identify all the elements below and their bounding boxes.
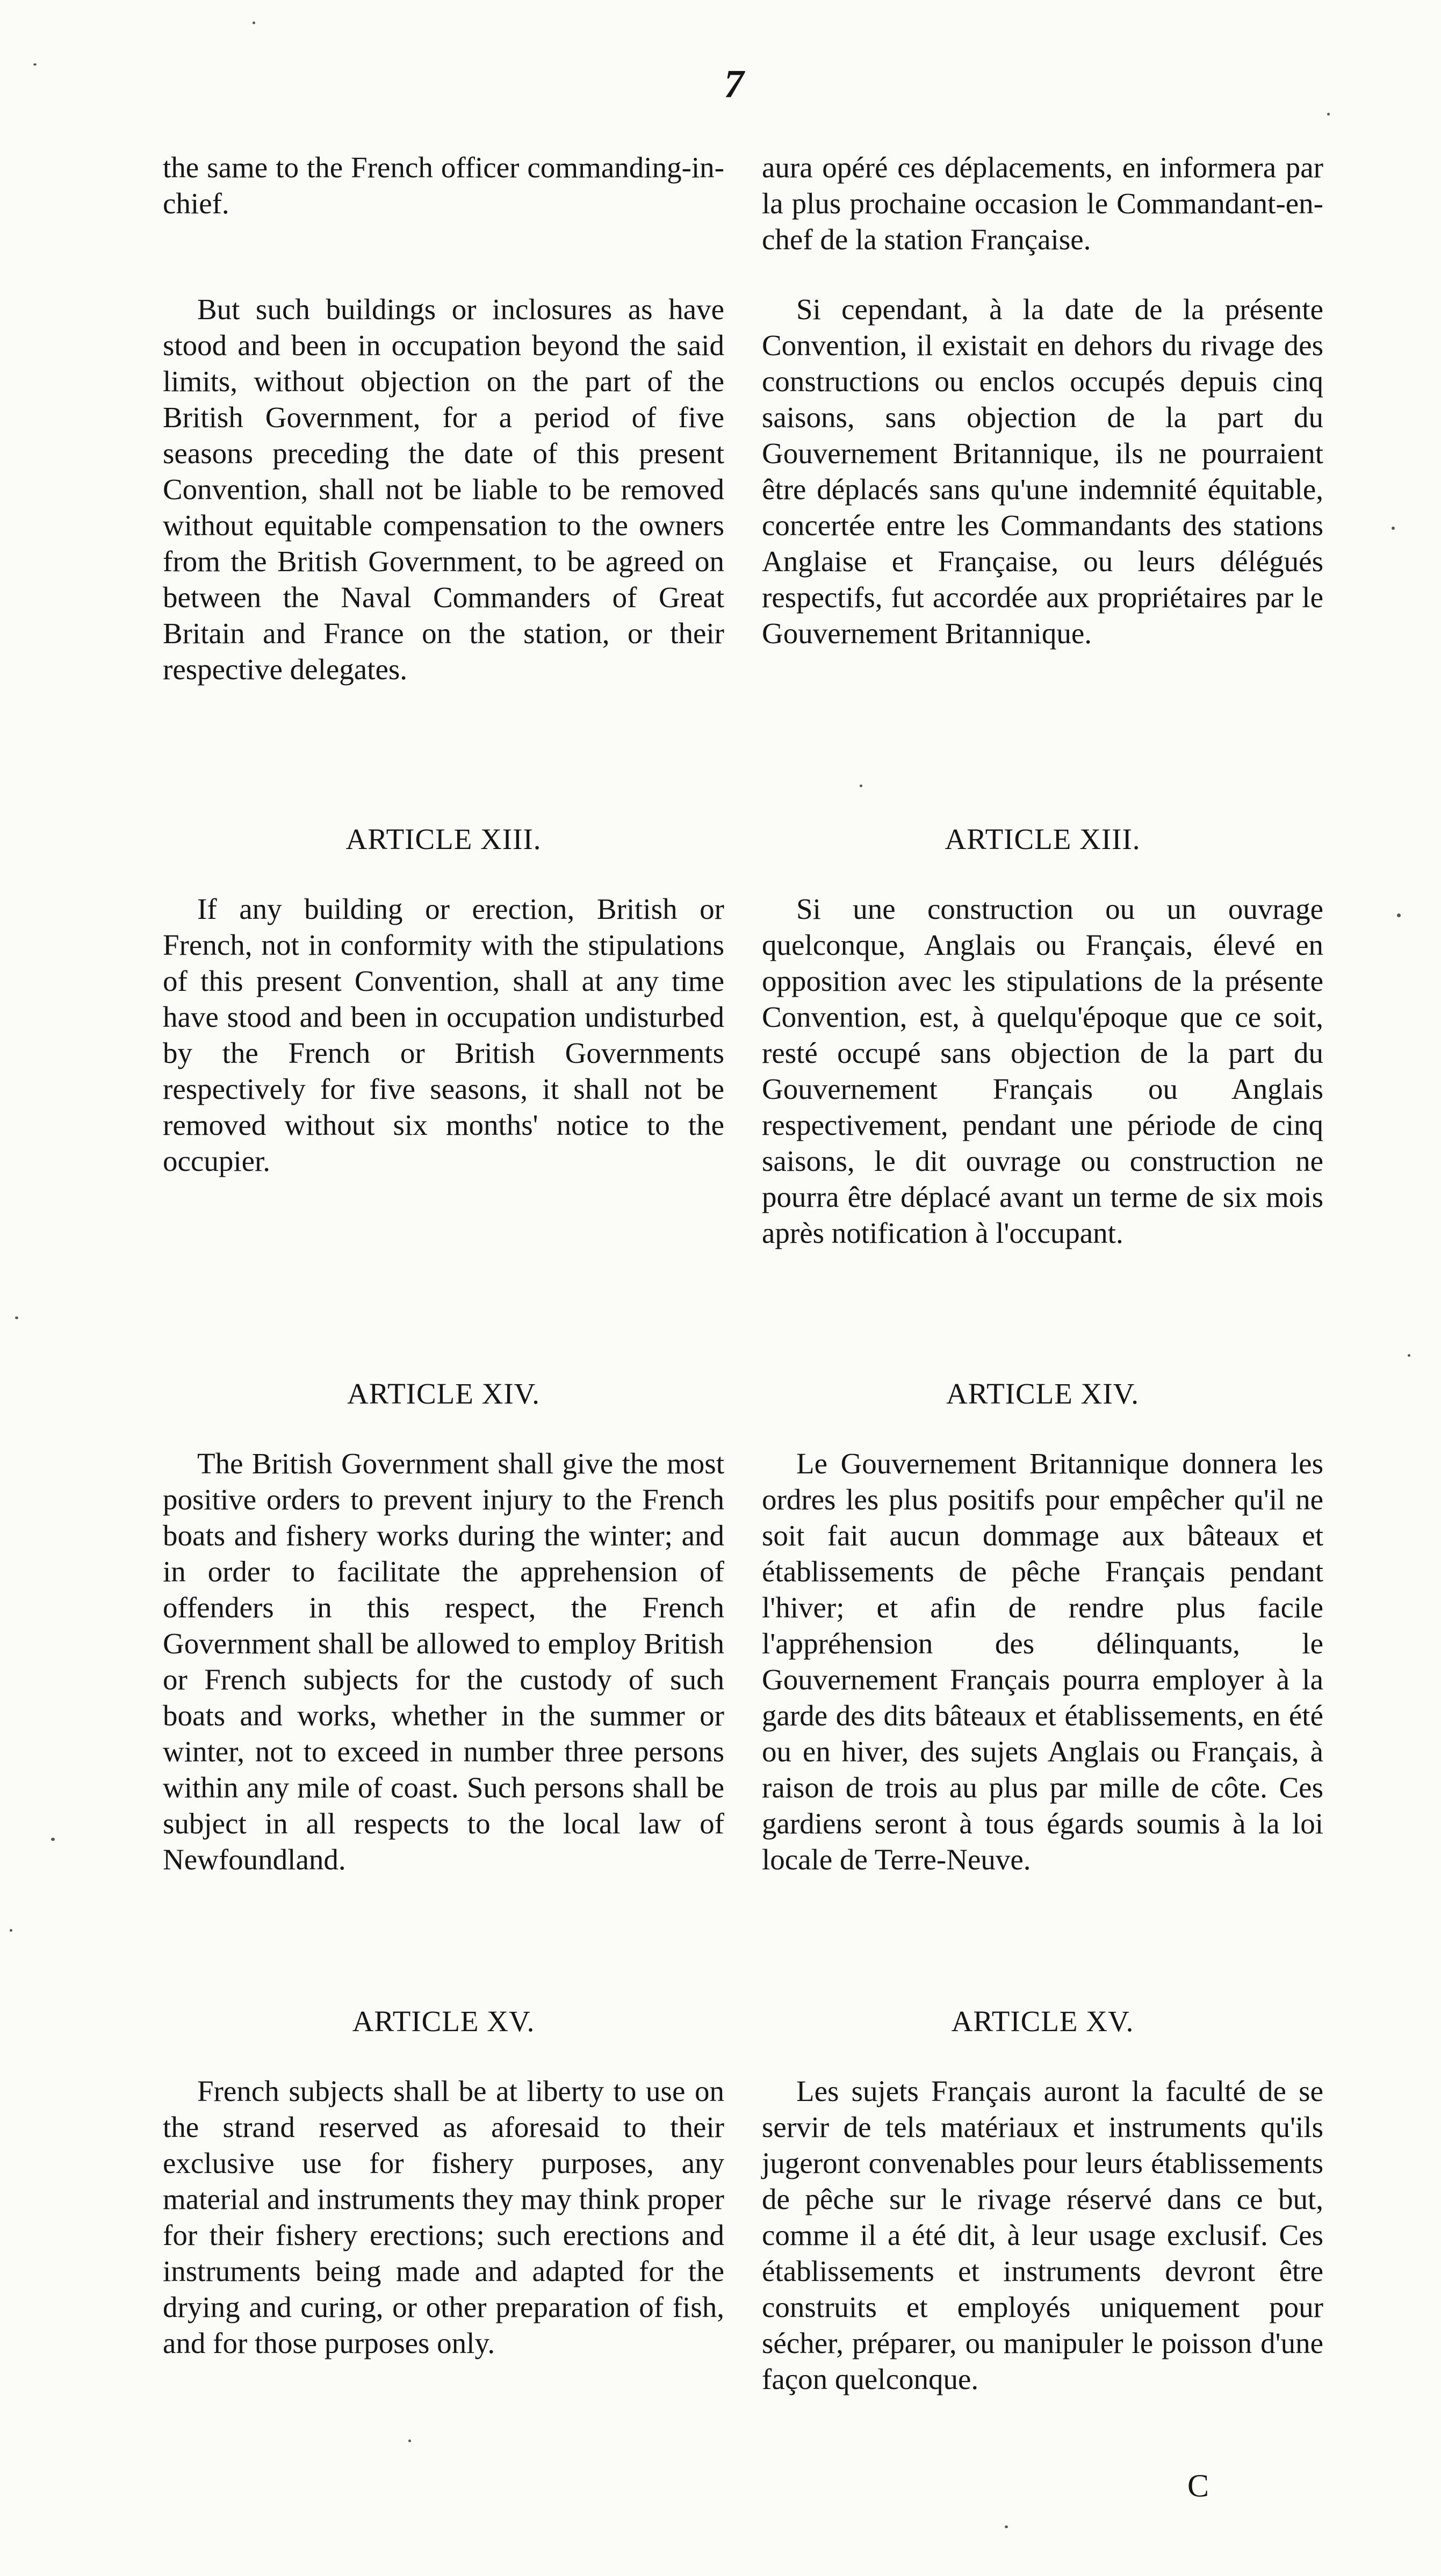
french-article-14-heading-block xyxy=(762,1376,1323,1412)
scan-speck xyxy=(1408,1354,1410,1357)
scan-speck xyxy=(1392,527,1395,530)
english-compensation-block xyxy=(163,291,724,687)
english-article-14-heading-block xyxy=(163,1376,724,1412)
scan-speck xyxy=(408,2440,411,2442)
scan-speck xyxy=(33,63,37,66)
french-article-13-text: Si une construction ou un ouvrage quelconque, Anglais ou Français, élevé en opposition avec les stipulations de la présente Convention, est, à quelqu'époque que ce soit, resté occupé sans objection de la part du Gouvernement Français ou Anglais respectivement, pendant une période de cinq saisons, le dit ouvrage ou construction ne pourra être déplacé avant un terme de six mois après notification à l'occupant. xyxy=(762,893,1323,1249)
scan-speck xyxy=(1397,913,1401,917)
scan-speck xyxy=(1327,113,1330,116)
french-article-14-heading: ARTICLE XIV. xyxy=(946,1377,1140,1410)
scan-speck xyxy=(10,1929,12,1932)
page-number: 7 xyxy=(724,62,744,106)
french-article-14-text: Le Gouvernement Britannique donnera les ordres les plus positifs pour empêcher qu'il ne soit fait aucun dommage aux bâteaux et établissements de pêche Français pendant l'hiver; et afin de rendre plus facile l'appréhension des délinquants, le Gouvernement Français pourra employer à la garde des dits bâteaux et établissements, en été ou en hiver, des sujets Anglais ou Français, à raison de trois au plus par mille de côte. Ces gardiens seront à tous égards soumis à la loi locale de Terre-Neuve. xyxy=(762,1447,1323,1876)
english-article-15-block xyxy=(163,2073,724,2361)
english-article-13-heading-block xyxy=(163,821,724,857)
french-article-15-block xyxy=(762,2073,1323,2397)
english-continuation-paragraph: the same to the French officer commanding-in-chief. xyxy=(163,151,724,220)
english-article-14-heading: ARTICLE XIV. xyxy=(347,1377,541,1410)
english-continuation-block xyxy=(163,149,724,221)
scan-speck xyxy=(1005,2525,1008,2528)
french-article-15-heading: ARTICLE XV. xyxy=(951,2005,1134,2038)
signature-mark: C xyxy=(1187,2468,1209,2503)
french-article-13-block xyxy=(762,891,1323,1251)
scan-speck xyxy=(253,21,255,24)
scan-speck xyxy=(15,1316,18,1319)
english-article-13-heading: ARTICLE XIII. xyxy=(345,823,542,855)
english-article-13-block xyxy=(163,891,724,1179)
english-article-14-text: The British Government shall give the most positive orders to prevent injury to the French boats and fishery works during the winter; and in order to facilitate the apprehension of offenders in this respect, the French Government shall be allowed to employ British or French subjects for the custody of such boats and works, whether in the summer or winter, not to exceed in number three persons within any mile of coast. Such persons shall be subject in all respects to the local law of Newfoundland. xyxy=(163,1447,724,1876)
french-article-15-heading-block xyxy=(762,2003,1323,2039)
english-compensation-paragraph: But such buildings or inclosures as have stood and been in occupation beyond the said limits, without objection on the part of the British Government, for a period of five seasons preceding the date of this present Convention, shall not be liable to be removed without equitable compensation to the owners from the British Government, to be agreed on between the Naval Commanders of Great Britain and France on the station, or their respective delegates. xyxy=(163,293,724,686)
english-article-15-text: French subjects shall be at liberty to use on the strand reserved as aforesaid to their exclusive use for fishery purposes, any material and instruments they may think proper for their fishery erections; such erections and instruments being made and adapted for the drying and curing, or other preparation of fish, and for those purposes only. xyxy=(163,2075,724,2359)
french-continuation-paragraph: aura opéré ces déplacements, en informera par la plus prochaine occasion le Commandant-en-chef de la station Française. xyxy=(762,151,1323,256)
scan-speck xyxy=(860,785,862,787)
english-article-15-heading: ARTICLE XV. xyxy=(352,2005,535,2038)
french-compensation-paragraph: Si cependant, à la date de la présente Convention, il existait en dehors du rivage des constructions ou enclos occupés depuis cinq saisons, sans objection de la part du Gouvernement Britannique, ils ne pourraient être déplacés sans qu'une indemnité équitable, concertée entre les Commandants des stations Anglaise et Française, ou leurs délégués respectifs, fut accordée aux propriétaires par le Gouvernement Britannique. xyxy=(762,293,1323,650)
french-article-15-text: Les sujets Français auront la faculté de se servir de tels matériaux et instruments qu'ils jugeront convenables pour leurs établissements de pêche sur le rivage réservé dans ce but, comme il a été dit, à leur usage exclusif. Ces établissements et instruments devront être construits et employés uniquement pour sécher, préparer, ou manipuler le poisson d'une façon quelconque. xyxy=(762,2075,1323,2395)
scan-speck xyxy=(51,1838,55,1841)
french-article-13-heading-block xyxy=(762,821,1323,857)
english-article-14-block xyxy=(163,1445,724,1877)
english-article-13-text: If any building or erection, British or French, not in conformity with the stipulations of this present Convention, shall at any time have stood and been in occupation undisturbed by the French or British Governments respectively for five seasons, it shall not be removed without six months' notice to the occupier. xyxy=(163,893,724,1177)
french-article-14-block xyxy=(762,1445,1323,1877)
english-article-15-heading-block xyxy=(163,2003,724,2039)
french-continuation-block xyxy=(762,149,1323,257)
french-compensation-block xyxy=(762,291,1323,651)
french-article-13-heading: ARTICLE XIII. xyxy=(945,823,1141,855)
